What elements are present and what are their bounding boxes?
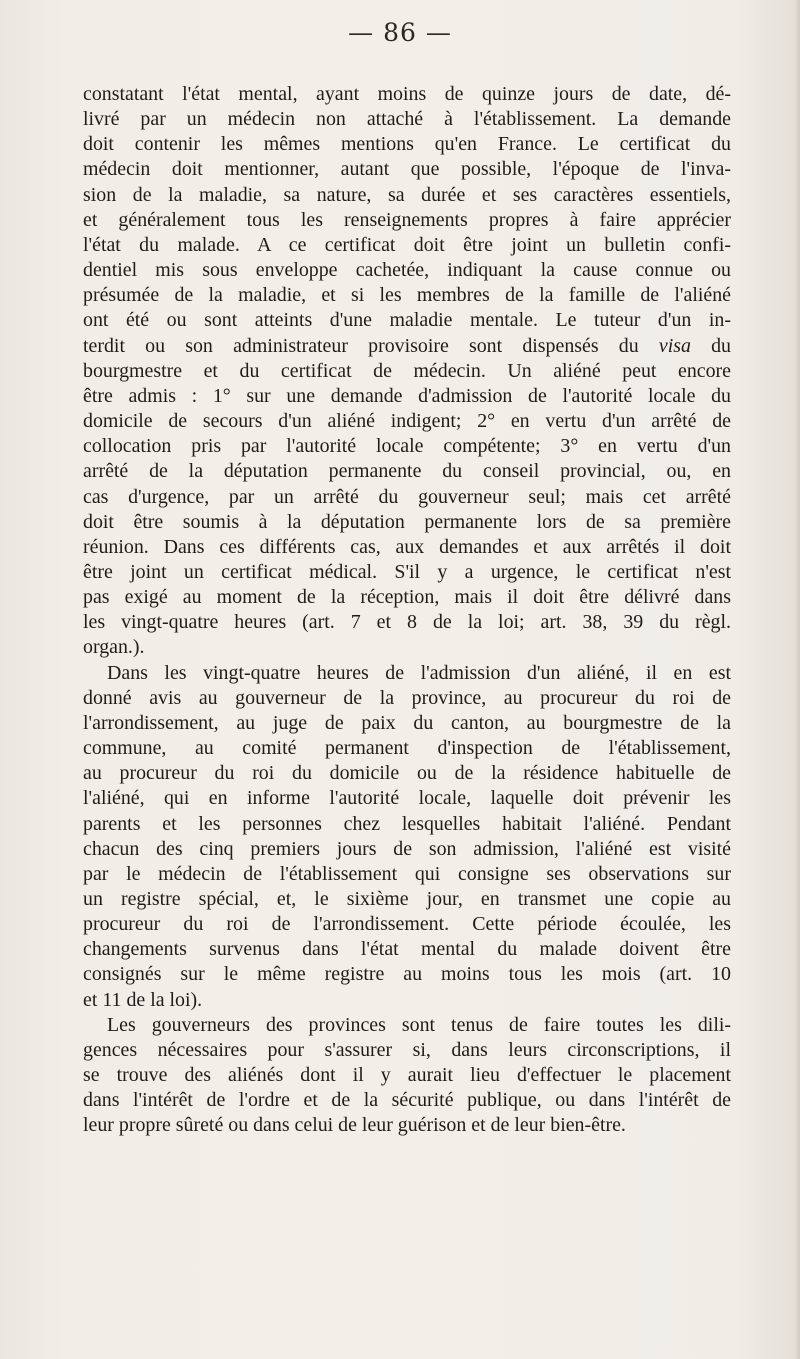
text-line: doit contenir les mêmes mentions qu'en France. Le certificat du	[83, 133, 731, 156]
text-line: présumée de la maladie, et si les membres de la famille de l'aliéné	[83, 284, 731, 307]
text-line: arrêté de la députation permanente du conseil provincial, ou, en	[83, 460, 731, 483]
text-line: constatant l'état mental, ayant moins de quinze jours de date, dé-	[83, 83, 731, 105]
text-line: réunion. Dans ces différents cas, aux demandes et aux arrêtés il doit	[83, 535, 731, 558]
text-line: collocation pris par l'autorité locale compétente; 3° en vertu d'un	[83, 435, 731, 458]
text-line: organ.).	[83, 636, 145, 659]
text-line: être joint un certificat médical. S'il y a urgence, le certificat n'est	[83, 560, 731, 583]
text-line: et 11 de la loi).	[83, 988, 203, 1011]
text-line: cas d'urgence, par un arrêté du gouverneur seul; mais cet arrêté	[83, 485, 731, 508]
text-line: être admis : 1° sur une demande d'admission de l'autorité locale du	[83, 384, 731, 407]
text-line: pas exigé au moment de la réception, mais il doit être délivré dans	[83, 586, 731, 609]
text-line: chacun des cinq premiers jours de son admission, l'aliéné est visité	[83, 837, 731, 860]
text-line: procureur du roi de l'arrondissement. Cette période écoulée, les	[83, 913, 731, 936]
text-line: l'état du malade. A ce certificat doit être joint un bulletin confi-	[83, 233, 731, 256]
text-line: et généralement tous les renseignements propres à faire apprécier	[83, 208, 731, 231]
paragraph	[83, 661, 731, 1013]
text-line: bourgmestre et du certificat de médecin. Un aliéné peut encore	[83, 359, 731, 382]
paragraph	[83, 1013, 731, 1139]
text-line: doit être soumis à la députation permanente lors de sa première	[83, 510, 731, 533]
text-line: consignés sur le même registre au moins tous les mois (art. 10	[83, 963, 731, 986]
text-line: les vingt-quatre heures (art. 7 et 8 de la loi; art. 38, 39 du règl.	[83, 611, 731, 634]
text-line: Les gouverneurs des provinces sont tenus de faire toutes les dili-	[107, 1013, 731, 1036]
text-line: par le médecin de l'établissement qui consigne ses observations sur	[83, 862, 731, 885]
text-line: Dans les vingt-quatre heures de l'admission d'un aliéné, il en est	[107, 661, 731, 684]
page-edge-shadow	[794, 0, 800, 1359]
text-line: un registre spécial, et, le sixième jour, en transmet une copie au	[83, 888, 731, 910]
text-line: donné avis au gouverneur de la province, au procureur du roi de	[83, 686, 731, 709]
text-line: parents et les personnes chez lesquelles habitait l'aliéné. Pendant	[83, 812, 731, 835]
text-line: commune, au comité permanent d'inspection de l'établissement,	[83, 737, 731, 760]
text-line: médecin doit mentionner, autant que possible, l'époque de l'inva-	[83, 158, 731, 181]
text-line: leur propre sûreté ou dans celui de leur guérison et de leur bien-être.	[83, 1114, 626, 1137]
text-line: sion de la maladie, sa nature, sa durée et ses caractères essentiels,	[83, 183, 731, 206]
page-number: — 86 —	[348, 18, 452, 47]
text-line: livré par un médecin non attaché à l'établissement. La demande	[83, 108, 731, 131]
text-line: changements survenus dans l'état mental du malade doivent être	[83, 938, 731, 961]
text-line: l'aliéné, qui en informe l'autorité locale, laquelle doit prévenir les	[83, 787, 731, 810]
text-line: se trouve des aliénés dont il y aurait lieu d'effectuer le placement	[83, 1064, 731, 1087]
paragraph	[83, 82, 731, 661]
text-line: ont été ou sont atteints d'une maladie mentale. Le tuteur d'un in-	[83, 309, 731, 332]
text-line: dentiel mis sous enveloppe cachetée, indiquant la cause connue ou	[83, 259, 731, 282]
text-line: terdit ou son administrateur provisoire sont dispensés du visa du	[83, 334, 731, 357]
text-line: l'arrondissement, au juge de paix du canton, au bourgmestre de la	[83, 711, 731, 734]
text-line: au procureur du roi du domicile ou de la résidence habituelle de	[83, 762, 731, 785]
text-line: domicile de secours d'un aliéné indigent; 2° en vertu d'un arrêté de	[83, 410, 731, 433]
body-text	[83, 82, 731, 1139]
text-line: gences nécessaires pour s'assurer si, dans leurs circonscriptions, il	[83, 1038, 731, 1061]
text-line: dans l'intérêt de l'ordre et de la sécurité publique, ou dans l'intérêt de	[83, 1089, 731, 1112]
